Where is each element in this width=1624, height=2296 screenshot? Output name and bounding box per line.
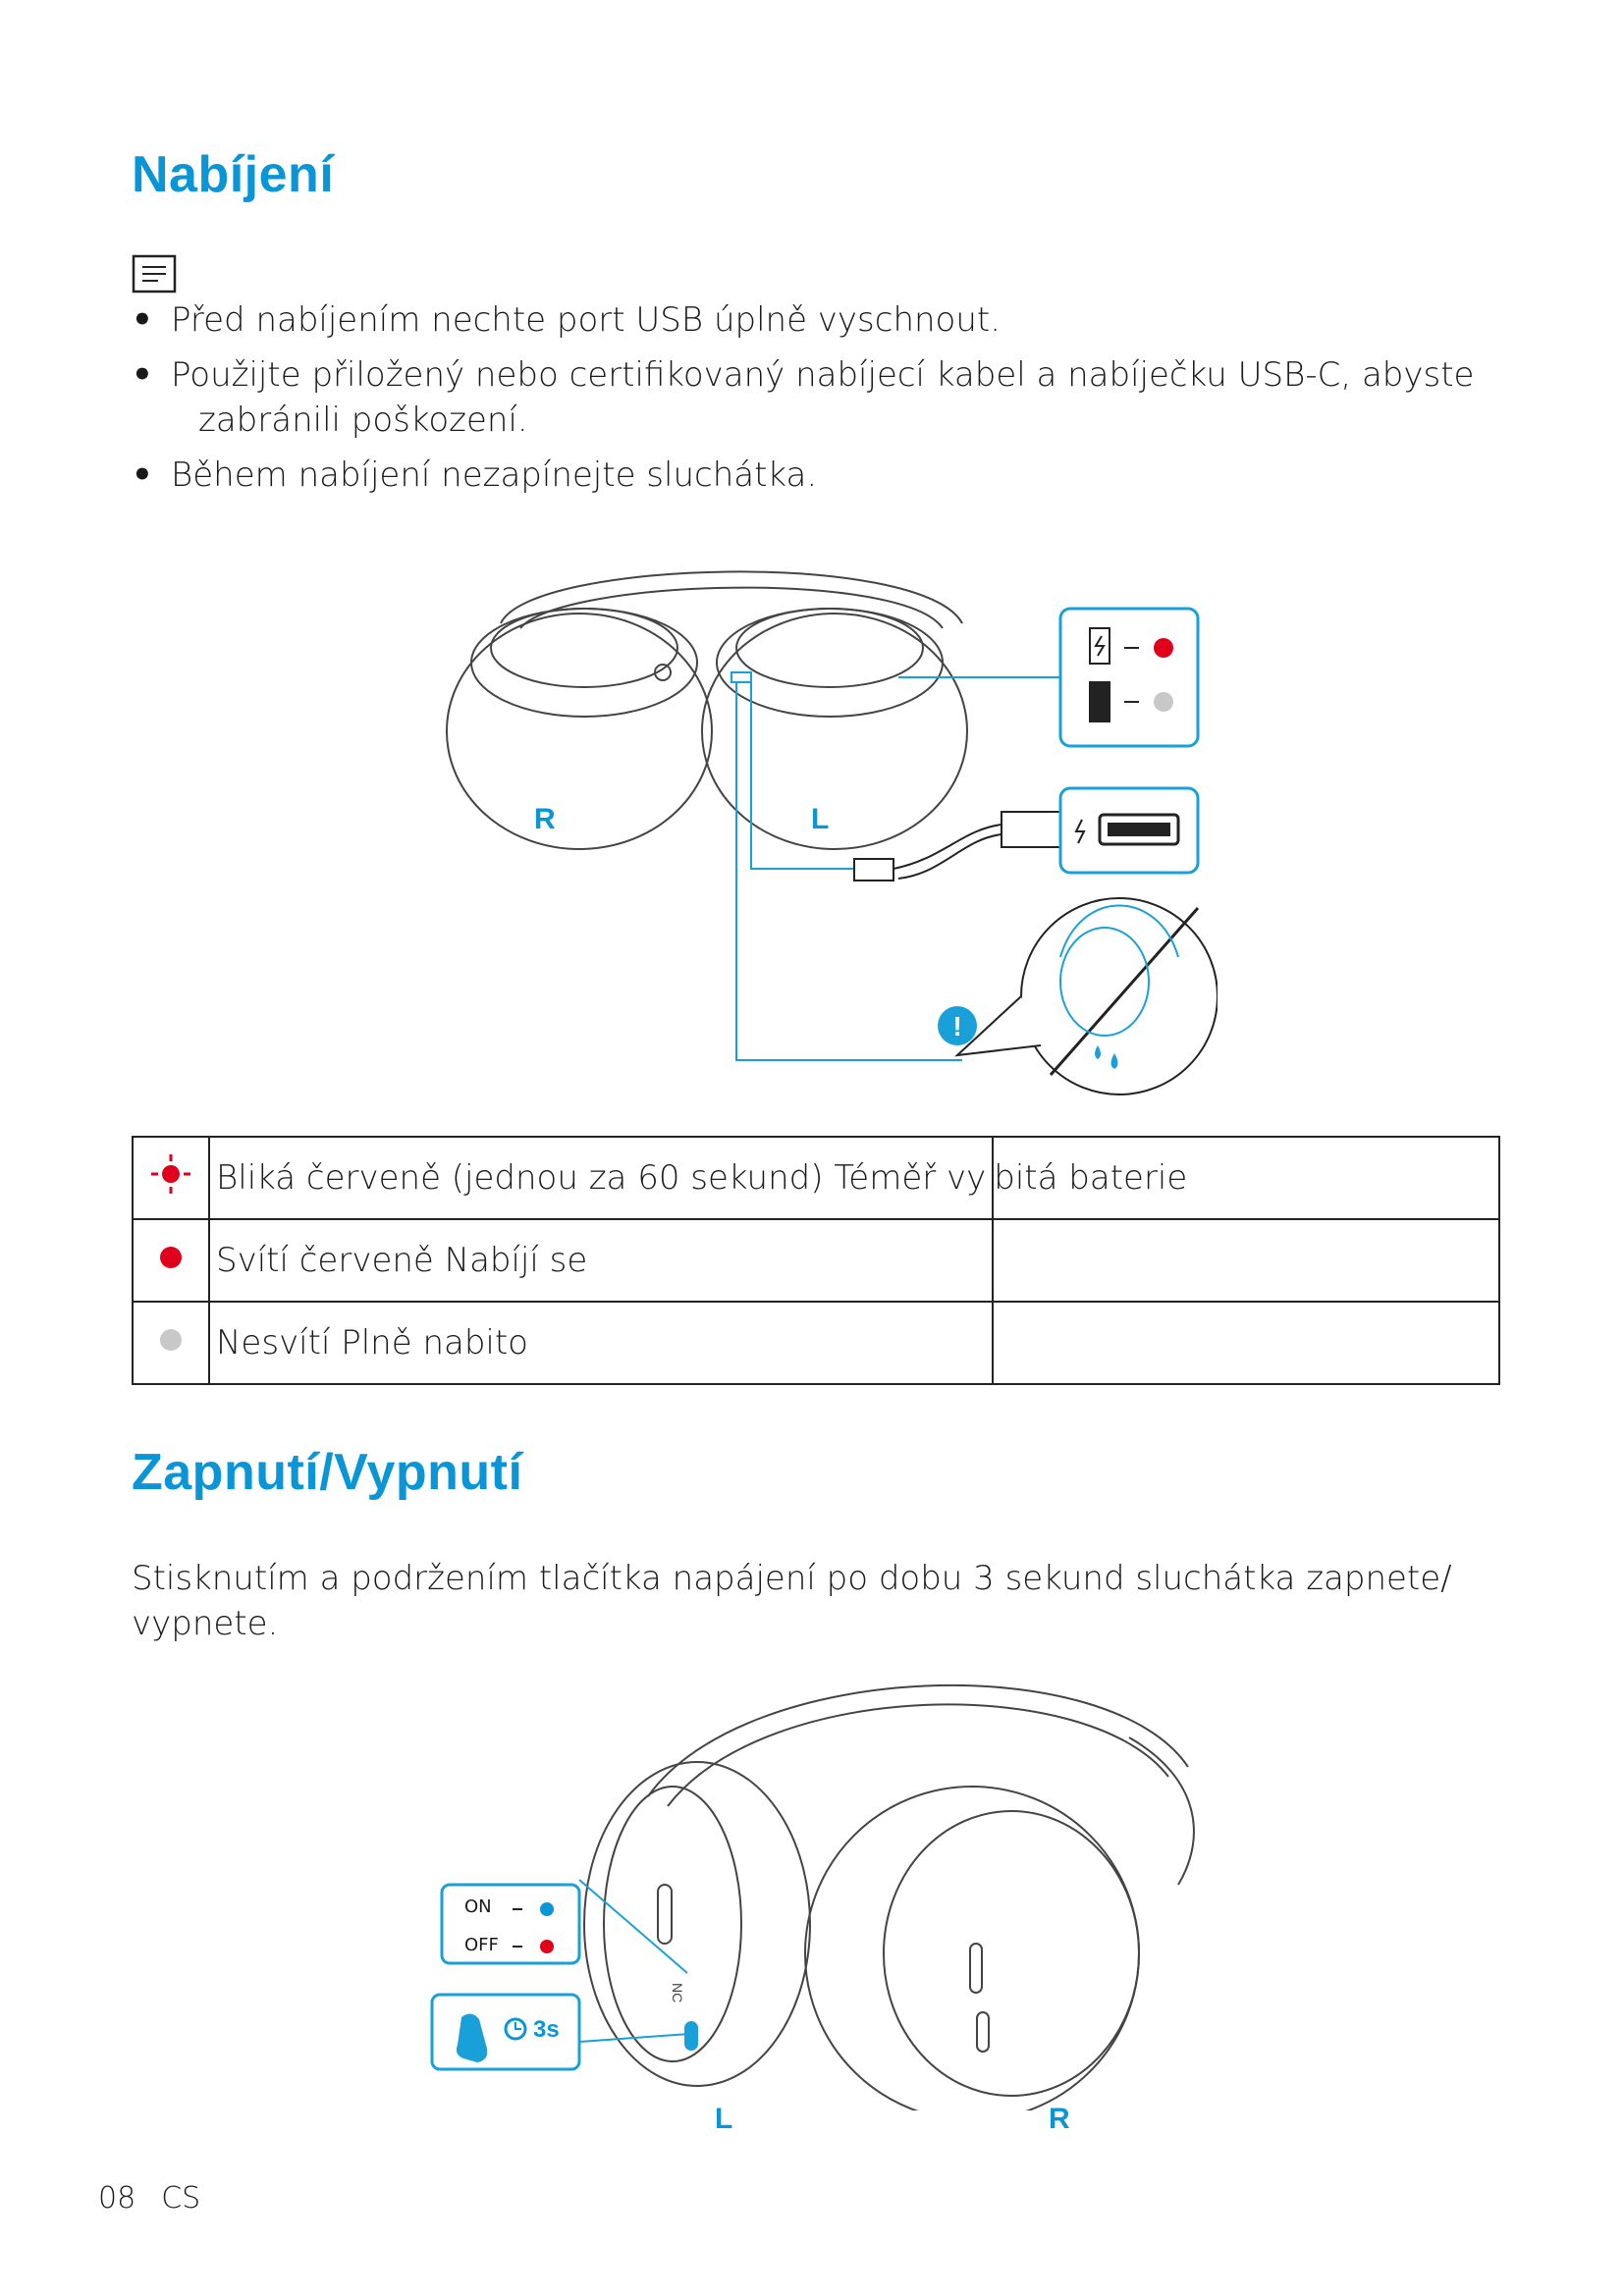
figure-label-left: L <box>811 803 830 835</box>
table-row <box>133 1137 1499 1219</box>
list-item: • Během nabíjení nezapínejte sluchátka. <box>132 453 1506 498</box>
language-code: CS <box>161 2181 201 2216</box>
status-cell: bitá baterie <box>993 1137 1499 1219</box>
table-row <box>133 1302 1499 1384</box>
page-footer <box>98 2181 226 2216</box>
on-label: ON <box>464 1896 492 1917</box>
status-cell: Bliká červeně (jednou za 60 sekund) Téměř vy <box>209 1137 993 1219</box>
page-number: 08 <box>98 2181 136 2216</box>
section-title-power: Zapnutí/Vypnutí <box>132 1444 523 1501</box>
red-dot-icon <box>133 1219 209 1302</box>
status-cell: Svítí červeně Nabíjí se <box>209 1219 993 1302</box>
off-label: OFF <box>464 1935 499 1955</box>
figure-label-right-2: R <box>1049 2103 1070 2135</box>
status-cell <box>993 1219 1499 1302</box>
section-title-charging: Nabíjení <box>132 146 335 203</box>
list-item: • Před nabíjením nechte port USB úplně vyschnout. <box>132 297 1506 343</box>
charging-notes-list <box>132 297 1506 507</box>
svg-text:!: ! <box>952 1011 962 1041</box>
note-icon <box>132 254 177 294</box>
figure-label-right: R <box>534 803 556 835</box>
red-blink-icon <box>133 1137 209 1219</box>
led-status-table <box>132 1136 1500 1385</box>
figure-label-left-2: L <box>715 2103 733 2135</box>
hold-duration-label: 3s <box>533 2016 560 2043</box>
grey-dot-icon <box>133 1302 209 1384</box>
status-cell: Nesvítí Plně nabito <box>209 1302 993 1384</box>
list-item: • Použijte přiložený nebo certifikovaný nabíjecí kabel a nabíječku USB-C, abyste zabránili poškození. <box>132 352 1506 443</box>
table-row <box>133 1219 1499 1302</box>
svg-text:NC: NC <box>670 1983 685 2003</box>
power-instructions: Stisknutím a podržením tlačítka napájení po dobu 3 sekund sluchátka zapnete/ vypnete. <box>132 1559 1452 1643</box>
status-cell <box>993 1302 1499 1384</box>
